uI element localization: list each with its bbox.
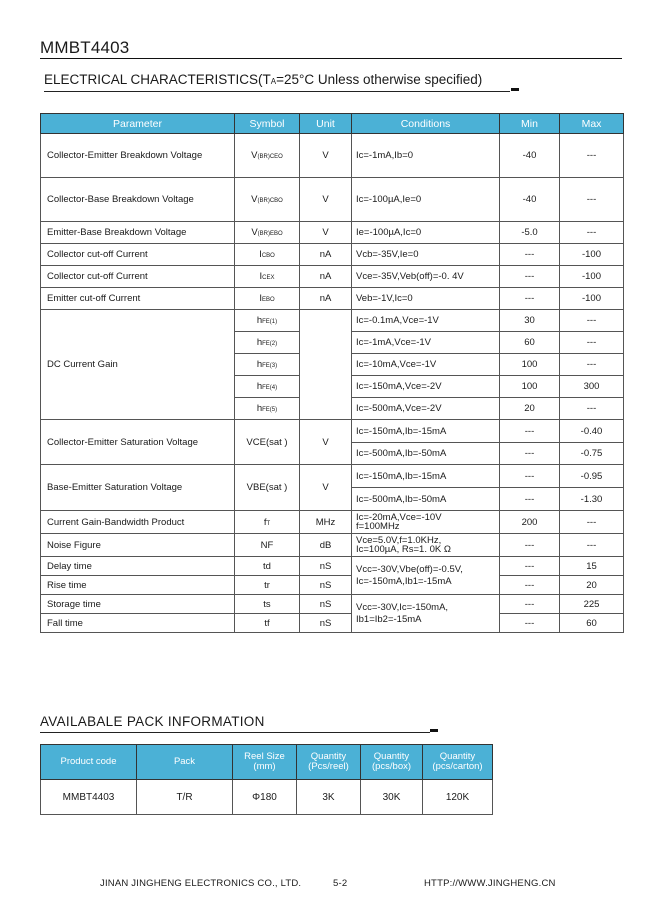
header-line: (pcs/box)	[371, 761, 412, 772]
symbol-main: I	[259, 249, 262, 260]
footer-company: JINAN JINGHENG ELECTRONICS CO., LTD.	[100, 878, 302, 889]
symbol-cell	[235, 178, 300, 222]
symbol-main: h	[256, 403, 263, 414]
table-row	[41, 288, 624, 310]
pack-information-table	[40, 744, 493, 815]
condition-cell: Ic=-0.1mA,Vce=-1V	[352, 310, 500, 332]
condition-cell	[352, 557, 500, 595]
param-cell: Collector-Emitter Saturation Voltage	[41, 420, 235, 465]
condition-cell: Ic=-500mA,Ib=-50mA	[352, 488, 500, 511]
max-cell: ---	[560, 534, 624, 557]
condition-line: f=100MHz	[356, 521, 400, 532]
part-number-title: MMBT4403	[40, 38, 130, 57]
footer-page-number: 5-2	[333, 878, 348, 889]
min-cell: ---	[500, 244, 560, 266]
max-cell: -100	[560, 288, 624, 310]
header-line: Quantity	[373, 751, 410, 762]
table-row	[41, 465, 624, 488]
pack-header-row	[41, 745, 493, 780]
param-cell: DC Current Gain	[41, 310, 235, 420]
header-line: Reel Size	[244, 751, 285, 762]
param-cell: Emitter-Base Breakdown Voltage	[41, 222, 235, 244]
table-row	[41, 266, 624, 288]
product-code-cell: MMBT4403	[41, 780, 137, 815]
condition-cell	[352, 511, 500, 534]
min-cell: ---	[500, 614, 560, 633]
table-row	[41, 244, 624, 266]
header-line: Quantity	[439, 751, 476, 762]
min-cell: ---	[500, 465, 560, 488]
max-cell: -0.95	[560, 465, 624, 488]
unit-cell: V	[300, 134, 352, 178]
min-cell: 60	[500, 332, 560, 354]
min-cell: -5.0	[500, 222, 560, 244]
param-cell: Base-Emitter Saturation Voltage	[41, 465, 235, 511]
unit-cell: dB	[300, 534, 352, 557]
column-header-conditions: Conditions	[352, 114, 500, 134]
pack-column-header	[41, 745, 137, 780]
min-cell: 200	[500, 511, 560, 534]
qty-carton-cell: 120K	[423, 780, 493, 815]
symbol-sub: FE(4)	[262, 385, 278, 391]
symbol-cell	[235, 244, 300, 266]
max-cell: 300	[560, 376, 624, 398]
pack-section-title: AVAILABALE PACK INFORMATION	[40, 714, 265, 729]
condition-cell: Ic=-500mA,Vce=-2V	[352, 398, 500, 420]
electrical-characteristics-table	[40, 113, 624, 633]
electrical-title-sub: A	[270, 77, 277, 86]
symbol-sub: FE(5)	[262, 407, 278, 413]
param-cell: Collector cut-off Current	[41, 244, 235, 266]
min-cell: ---	[500, 420, 560, 443]
min-cell: 20	[500, 398, 560, 420]
condition-cell: Ic=-150mA,Ib=-15mA	[352, 420, 500, 443]
min-cell: ---	[500, 443, 560, 465]
unit-cell: nS	[300, 557, 352, 576]
param-cell: Current Gain-Bandwidth Product	[41, 511, 235, 534]
min-cell: 100	[500, 354, 560, 376]
min-cell: ---	[500, 534, 560, 557]
max-cell: ---	[560, 511, 624, 534]
condition-cell: Veb=-1V,Ic=0	[352, 288, 500, 310]
condition-cell	[352, 534, 500, 557]
min-cell: ---	[500, 595, 560, 614]
symbol-cell	[235, 310, 300, 332]
column-header-symbol: Symbol	[235, 114, 300, 134]
unit-cell: MHz	[300, 511, 352, 534]
pack-column-header	[233, 745, 297, 780]
header-line: Product code	[60, 756, 117, 767]
symbol-main: f	[263, 516, 267, 528]
max-cell: -0.40	[560, 420, 624, 443]
table-row	[41, 576, 624, 595]
pack-data-row	[41, 780, 493, 815]
symbol-main: h	[256, 337, 263, 348]
condition-cell: Ic=-150mA,Ib=-15mA	[352, 465, 500, 488]
symbol-sub: FE(3)	[262, 363, 278, 369]
pack-column-header	[361, 745, 423, 780]
symbol-cell: NF	[235, 534, 300, 557]
symbol-cell	[235, 376, 300, 398]
symbol-cell: VBE(sat )	[235, 465, 300, 511]
header-line: (mm)	[253, 761, 276, 772]
header-line: (pcs/carton)	[432, 761, 483, 772]
symbol-sub: (BR)CBO	[257, 198, 283, 204]
header-line: Quantity	[310, 751, 347, 762]
condition-cell: Ic=-100µA,Ie=0	[352, 178, 500, 222]
max-cell: ---	[560, 222, 624, 244]
symbol-main: I	[259, 293, 262, 304]
unit-cell: nS	[300, 614, 352, 633]
min-cell: ---	[500, 266, 560, 288]
condition-line: Vcc=-30V,Ic=-150mA,	[356, 601, 449, 613]
max-cell: ---	[560, 134, 624, 178]
param-cell: Noise Figure	[41, 534, 235, 557]
condition-cell: Vce=-35V,Veb(off)=-0. 4V	[352, 266, 500, 288]
table-row	[41, 614, 624, 633]
symbol-sub: EBO	[261, 297, 275, 303]
symbol-cell: VCE(sat )	[235, 420, 300, 465]
max-cell: -100	[560, 266, 624, 288]
table-row	[41, 222, 624, 244]
unit-cell: nA	[300, 266, 352, 288]
min-cell: ---	[500, 576, 560, 595]
unit-cell: V	[300, 465, 352, 511]
unit-cell: V	[300, 420, 352, 465]
electrical-title-mark	[511, 88, 519, 91]
condition-cell: Vcb=-35V,Ie=0	[352, 244, 500, 266]
max-cell: ---	[560, 398, 624, 420]
condition-cell: Ic=-1mA,Vce=-1V	[352, 332, 500, 354]
symbol-cell	[235, 266, 300, 288]
unit-cell: nS	[300, 595, 352, 614]
min-cell: 100	[500, 376, 560, 398]
symbol-main: V	[251, 194, 258, 205]
pack-column-header	[137, 745, 233, 780]
symbol-sub: (BR)CEO	[257, 154, 283, 160]
condition-line: Vcc=-30V,Vbe(off)=-0.5V,	[356, 563, 463, 575]
header-line: (Pcs/reel)	[308, 761, 349, 772]
pack-cell: T/R	[137, 780, 233, 815]
qty-reel-cell: 3K	[297, 780, 361, 815]
unit-cell: nS	[300, 576, 352, 595]
max-cell: -100	[560, 244, 624, 266]
table-row	[41, 595, 624, 614]
param-cell: Delay time	[41, 557, 235, 576]
max-cell: -1.30	[560, 488, 624, 511]
param-cell: Fall time	[41, 614, 235, 633]
table-row	[41, 178, 624, 222]
min-cell: ---	[500, 557, 560, 576]
symbol-cell: tf	[235, 614, 300, 633]
max-cell: 20	[560, 576, 624, 595]
param-cell: Collector-Emitter Breakdown Voltage	[41, 134, 235, 178]
reel-size-cell: Φ180	[233, 780, 297, 815]
symbol-main: h	[256, 359, 263, 370]
column-header-max: Max	[560, 114, 624, 134]
symbol-cell	[235, 398, 300, 420]
condition-cell: Ic=-500mA,Ib=-50mA	[352, 443, 500, 465]
symbol-cell	[235, 222, 300, 244]
symbol-cell: tr	[235, 576, 300, 595]
min-cell: ---	[500, 488, 560, 511]
condition-cell: Ic=-10mA,Vce=-1V	[352, 354, 500, 376]
unit-cell: V	[300, 178, 352, 222]
symbol-cell	[235, 288, 300, 310]
symbol-sub: CEX	[262, 275, 275, 281]
param-cell: Storage time	[41, 595, 235, 614]
symbol-sub: T	[266, 520, 271, 527]
header-rule	[40, 58, 622, 59]
condition-cell	[352, 595, 500, 633]
param-cell: Emitter cut-off Current	[41, 288, 235, 310]
symbol-sub: FE(1)	[262, 319, 278, 325]
symbol-cell	[235, 511, 300, 534]
pack-title-underline	[40, 732, 430, 733]
table-row	[41, 557, 624, 576]
symbol-cell	[235, 134, 300, 178]
symbol-cell: td	[235, 557, 300, 576]
max-cell: 60	[560, 614, 624, 633]
table-row	[41, 534, 624, 557]
unit-cell: V	[300, 222, 352, 244]
param-cell: Rise time	[41, 576, 235, 595]
param-cell: Collector cut-off Current	[41, 266, 235, 288]
qty-box-cell: 30K	[361, 780, 423, 815]
symbol-cell	[235, 332, 300, 354]
symbol-main: V	[251, 227, 258, 238]
pack-title-mark	[430, 729, 438, 732]
condition-line: Ic=-150mA,Ib1=-15mA	[356, 575, 452, 587]
max-cell: ---	[560, 332, 624, 354]
condition-line: Ib1=Ib2=-15mA	[356, 613, 422, 625]
unit-cell: nA	[300, 288, 352, 310]
min-cell: -40	[500, 178, 560, 222]
table-row	[41, 134, 624, 178]
condition-cell: Ic=-150mA,Vce=-2V	[352, 376, 500, 398]
max-cell: 225	[560, 595, 624, 614]
symbol-cell	[235, 354, 300, 376]
table-row	[41, 310, 624, 332]
symbol-main: V	[251, 150, 258, 161]
symbol-sub: FE(2)	[262, 341, 278, 347]
electrical-title-rest: =25°C Unless otherwise specified)	[276, 72, 483, 87]
max-cell: -0.75	[560, 443, 624, 465]
condition-line: Ic=100µA, Rs=1. 0K Ω	[356, 544, 451, 555]
pack-column-header	[423, 745, 493, 780]
electrical-title-main: ELECTRICAL CHARACTERISTICS(T	[44, 72, 271, 87]
table-row	[41, 511, 624, 534]
condition-line: Ic=-20mA,Vce=-10V	[356, 512, 442, 523]
electrical-section-title	[44, 72, 482, 87]
condition-line: Vce=5.0V,f=1.0KHz,	[356, 535, 442, 546]
min-cell: ---	[500, 288, 560, 310]
header-line: Pack	[173, 756, 196, 767]
max-cell: ---	[560, 310, 624, 332]
condition-cell: Ic=-1mA,Ib=0	[352, 134, 500, 178]
column-header-parameter: Parameter	[41, 114, 235, 134]
max-cell: ---	[560, 178, 624, 222]
table-header-row	[41, 114, 624, 134]
unit-cell: nA	[300, 244, 352, 266]
max-cell: 15	[560, 557, 624, 576]
footer-url: HTTP://WWW.JINGHENG.CN	[424, 878, 556, 889]
table-row	[41, 420, 624, 443]
column-header-unit: Unit	[300, 114, 352, 134]
symbol-sub: (BR)EBO	[257, 231, 283, 237]
unit-cell	[300, 310, 352, 420]
symbol-main: h	[256, 381, 263, 392]
min-cell: 30	[500, 310, 560, 332]
max-cell: ---	[560, 354, 624, 376]
min-cell: -40	[500, 134, 560, 178]
symbol-sub: CBO	[261, 253, 275, 259]
symbol-main: h	[256, 315, 263, 326]
pack-column-header	[297, 745, 361, 780]
symbol-main: I	[259, 271, 263, 282]
param-cell: Collector-Base Breakdown Voltage	[41, 178, 235, 222]
condition-cell: Ie=-100µA,Ic=0	[352, 222, 500, 244]
symbol-cell: ts	[235, 595, 300, 614]
column-header-min: Min	[500, 114, 560, 134]
electrical-title-underline	[44, 91, 510, 92]
